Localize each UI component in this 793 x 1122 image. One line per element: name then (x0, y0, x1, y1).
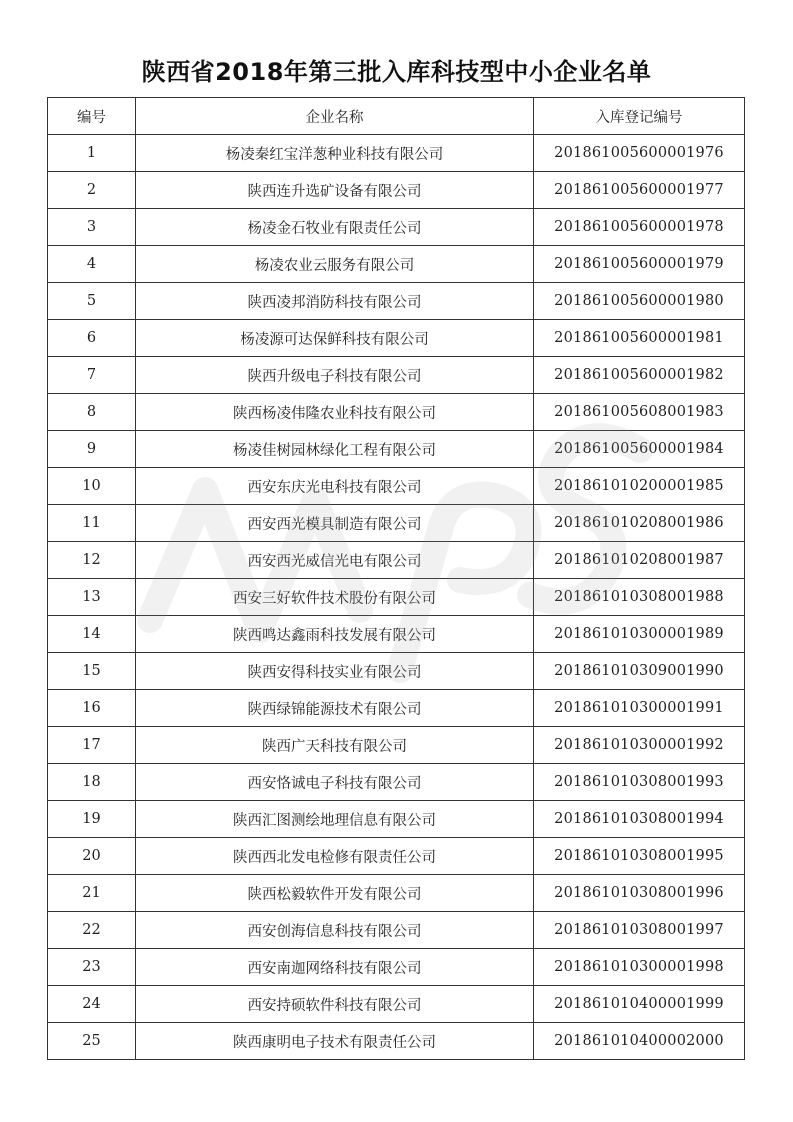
registration-number-cell: 201861010308001995 (534, 838, 745, 875)
row-number-cell: 8 (48, 394, 136, 431)
company-name-cell: 杨凌秦红宝洋葱种业科技有限公司 (136, 135, 534, 172)
table-row (48, 616, 745, 653)
registration-number-cell: 201861010308001994 (534, 801, 745, 838)
company-name-cell: 杨凌金石牧业有限责任公司 (136, 209, 534, 246)
table-row (48, 468, 745, 505)
row-number-cell: 4 (48, 246, 136, 283)
company-name-cell: 西安东庆光电科技有限公司 (136, 468, 534, 505)
table-row (48, 505, 745, 542)
registration-number-cell: 201861005608001983 (534, 394, 745, 431)
table-row (48, 838, 745, 875)
company-name-cell: 西安西光模具制造有限公司 (136, 505, 534, 542)
table-row (48, 579, 745, 616)
registration-number-cell: 201861010300001991 (534, 690, 745, 727)
company-name-cell: 杨凌农业云服务有限公司 (136, 246, 534, 283)
table-row (48, 431, 745, 468)
row-number-cell: 11 (48, 505, 136, 542)
table-row (48, 912, 745, 949)
row-number-cell: 3 (48, 209, 136, 246)
row-number-cell: 7 (48, 357, 136, 394)
registration-number-cell: 201861005600001982 (534, 357, 745, 394)
table-row (48, 172, 745, 209)
company-name-cell: 陕西西北发电检修有限责任公司 (136, 838, 534, 875)
registration-number-cell: 201861005600001984 (534, 431, 745, 468)
registration-number-cell: 201861010400001999 (534, 986, 745, 1023)
company-name-cell: 陕西广天科技有限公司 (136, 727, 534, 764)
row-number-cell: 19 (48, 801, 136, 838)
table-row (48, 690, 745, 727)
registration-number-cell: 201861010300001989 (534, 616, 745, 653)
registration-number-cell: 201861005600001981 (534, 320, 745, 357)
company-name-cell: 陕西杨凌伟隆农业科技有限公司 (136, 394, 534, 431)
row-number-cell: 18 (48, 764, 136, 801)
company-name-cell: 西安三好软件技术股份有限公司 (136, 579, 534, 616)
registration-number-cell: 201861010208001987 (534, 542, 745, 579)
row-number-cell: 24 (48, 986, 136, 1023)
row-number-cell: 21 (48, 875, 136, 912)
table-header-row (48, 98, 745, 135)
row-number-cell: 15 (48, 653, 136, 690)
page-title: 陕西省2018年第三批入库科技型中小企业名单 (141, 58, 652, 86)
row-number-cell: 22 (48, 912, 136, 949)
company-name-cell: 陕西安得科技实业有限公司 (136, 653, 534, 690)
registration-number-cell: 201861005600001978 (534, 209, 745, 246)
row-number-cell: 10 (48, 468, 136, 505)
company-name-cell: 陕西绿锦能源技术有限公司 (136, 690, 534, 727)
column-header-number: 编号 (48, 98, 136, 135)
company-list-table (47, 97, 745, 1060)
table-row (48, 320, 745, 357)
row-number-cell: 25 (48, 1023, 136, 1060)
table-row (48, 653, 745, 690)
table-row (48, 764, 745, 801)
table-body (48, 135, 745, 1060)
row-number-cell: 14 (48, 616, 136, 653)
company-name-cell: 陕西鸣达鑫雨科技发展有限公司 (136, 616, 534, 653)
table-row (48, 949, 745, 986)
row-number-cell: 2 (48, 172, 136, 209)
table-row (48, 875, 745, 912)
table-row (48, 986, 745, 1023)
company-name-cell: 陕西升级电子科技有限公司 (136, 357, 534, 394)
row-number-cell: 20 (48, 838, 136, 875)
column-header-company-name: 企业名称 (136, 98, 534, 135)
company-name-cell: 西安西光威信光电有限公司 (136, 542, 534, 579)
company-name-cell: 陕西松毅软件开发有限公司 (136, 875, 534, 912)
registration-number-cell: 201861010308001997 (534, 912, 745, 949)
registration-number-cell: 201861010308001988 (534, 579, 745, 616)
table-row (48, 727, 745, 764)
registration-number-cell: 201861010309001990 (534, 653, 745, 690)
company-name-cell: 杨凌源可达保鲜科技有限公司 (136, 320, 534, 357)
table-row (48, 357, 745, 394)
table-row (48, 283, 745, 320)
table-row (48, 394, 745, 431)
registration-number-cell: 201861005600001977 (534, 172, 745, 209)
registration-number-cell: 201861010300001998 (534, 949, 745, 986)
row-number-cell: 1 (48, 135, 136, 172)
registration-number-cell: 201861005600001976 (534, 135, 745, 172)
row-number-cell: 12 (48, 542, 136, 579)
table-row (48, 135, 745, 172)
registration-number-cell: 201861010308001993 (534, 764, 745, 801)
row-number-cell: 9 (48, 431, 136, 468)
company-name-cell: 西安持硕软件科技有限公司 (136, 986, 534, 1023)
table-row (48, 246, 745, 283)
registration-number-cell: 201861010200001985 (534, 468, 745, 505)
table-row (48, 542, 745, 579)
company-name-cell: 陕西凌邦消防科技有限公司 (136, 283, 534, 320)
row-number-cell: 23 (48, 949, 136, 986)
company-name-cell: 西安恪诚电子科技有限公司 (136, 764, 534, 801)
table-row (48, 1023, 745, 1060)
registration-number-cell: 201861010308001996 (534, 875, 745, 912)
column-header-registration-number: 入库登记编号 (534, 98, 745, 135)
row-number-cell: 5 (48, 283, 136, 320)
company-name-cell: 西安南迦网络科技有限公司 (136, 949, 534, 986)
registration-number-cell: 201861010208001986 (534, 505, 745, 542)
registration-number-cell: 201861010400002000 (534, 1023, 745, 1060)
row-number-cell: 13 (48, 579, 136, 616)
registration-number-cell: 201861005600001979 (534, 246, 745, 283)
company-name-cell: 陕西汇图测绘地理信息有限公司 (136, 801, 534, 838)
company-name-cell: 陕西连升选矿设备有限公司 (136, 172, 534, 209)
company-name-cell: 陕西康明电子技术有限责任公司 (136, 1023, 534, 1060)
row-number-cell: 16 (48, 690, 136, 727)
company-name-cell: 西安创海信息科技有限公司 (136, 912, 534, 949)
registration-number-cell: 201861010300001992 (534, 727, 745, 764)
table-header (48, 98, 745, 135)
company-name-cell: 杨凌佳树园林绿化工程有限公司 (136, 431, 534, 468)
row-number-cell: 6 (48, 320, 136, 357)
table-row (48, 209, 745, 246)
registration-number-cell: 201861005600001980 (534, 283, 745, 320)
row-number-cell: 17 (48, 727, 136, 764)
table-row (48, 801, 745, 838)
